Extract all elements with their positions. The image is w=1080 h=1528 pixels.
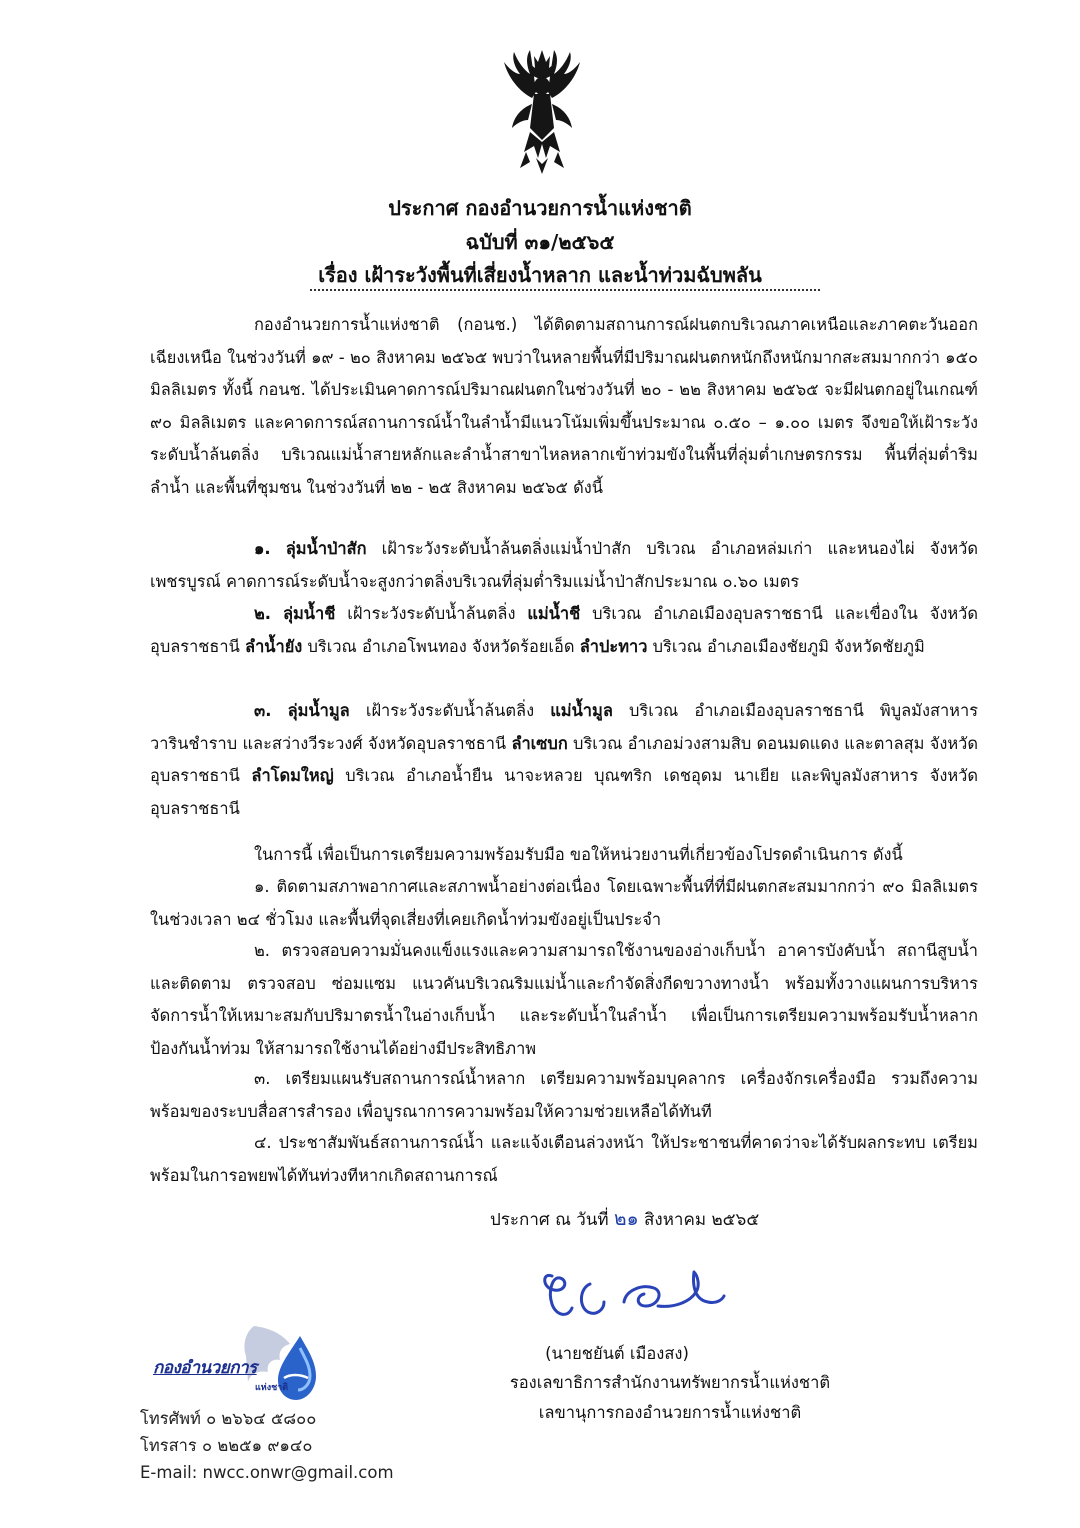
dateline: [490, 1204, 759, 1235]
measure-text: ๑. ติดตามสภาพอากาศและสภาพน้ำอย่างต่อเนื่อง โดยเฉพาะพื้นที่ที่มีฝนตกสะสมมากกว่า ๙๐ มิลลิเมตร ในช่วงเวลา ๒๔ ชั่วโมง และพื้นที่จุดเสี่ยงที่เคยเกิดน้ำท่วมขังอยู่เป็นประจำ: [150, 877, 978, 929]
basin-text: เฝ้าระวังระดับน้ำล้นตลิ่ง: [349, 701, 551, 720]
dateline-day: ๒๑: [614, 1208, 639, 1230]
river-name: แม่น้ำชี: [527, 604, 581, 623]
dateline-suffix: สิงหาคม ๒๕๖๕: [638, 1210, 760, 1230]
contact-email[interactable]: E-mail: nwcc.onwr@gmail.com: [140, 1463, 394, 1482]
logo-text: กองอำนวยการ: [153, 1358, 257, 1378]
measures-intro-text: ในการนี้ เพื่อเป็นการเตรียมความพร้อมรับมือ ขอให้หน่วยงานที่เกี่ยวข้องโปรดดำเนินการ ดังนี้: [254, 845, 903, 864]
basin-item-chi: [150, 598, 978, 663]
measure-text: ๓. เตรียมแผนรับสถานการณ์น้ำหลาก เตรียมความพร้อมบุคลากร เครื่องจักรเครื่องมือ รวมถึงความพร้อมของระบบสื่อสารสำรอง เพื่อบูรณาการความพร้อมให้ความช่วยเหลือได้ทันที: [150, 1069, 978, 1121]
intro-paragraph: [150, 309, 978, 505]
basin-text: บริเวณ อำเภอเมืองชัยภูมิ จังหวัดชัยภูมิ: [647, 636, 925, 656]
measure-item-1: [150, 871, 978, 936]
basin-name: ลุ่มน้ำชี: [282, 604, 336, 623]
measure-item-4: [150, 1127, 978, 1192]
river-name: ลำโดมใหญ่: [251, 766, 334, 786]
river-name: ลำน้ำยัง: [245, 636, 303, 656]
basin-number: ๑.: [254, 539, 271, 558]
basin-name: ลุ่มน้ำป่าสัก: [285, 539, 367, 558]
dotted-divider: [310, 289, 820, 291]
contact-phone: โทรศัพท์ ๐ ๒๖๖๔ ๕๘๐๐: [140, 1409, 317, 1428]
basin-number: ๓.: [254, 701, 272, 720]
garuda-emblem-icon: [496, 48, 588, 176]
issue-number: ฉบับที่ ๓๑/๒๕๖๕: [465, 230, 615, 254]
basin-text: บริเวณ อำเภอม่วงสามสิบ ดอนมดแดง และตาลสุม จังหวัดอุบลราชธานี: [150, 733, 978, 786]
basin-text: บริเวณ อำเภอโพนทอง จังหวัดร้อยเอ็ด: [302, 636, 580, 656]
basin-number: ๒.: [254, 604, 272, 623]
basin-text: เฝ้าระวังระดับน้ำล้นตลิ่งแม่น้ำป่าสัก บริเวณ อำเภอหล่มเก่า และหนองไผ่ จังหวัดเพชรบูรณ์ คาดการณ์ระดับน้ำจะสูงกว่าตลิ่งบริเวณที่ลุ่มต่ำริมแม่น้ำป่าสักประมาณ ๐.๖๐ เมตร: [150, 539, 978, 591]
signer-position-1: รองเลขาธิการสำนักงานทรัพยากรน้ำแห่งชาติ: [509, 1373, 831, 1392]
measure-item-2: [150, 935, 978, 1065]
basin-item-pasak: [150, 533, 978, 598]
river-name: ลำปะทาว: [579, 636, 648, 656]
basin-text: บริเวณ อำเภอน้ำยืน นาจะหลวย บุณฑริก เดชอุดม นาเยีย และพิบูลมังสาหาร จังหวัดอุบลราชธานี: [150, 766, 978, 818]
basin-text: บริเวณ อำเภอเมืองอุบลราชธานี พิบูลมังสาหาร วารินชำราบ และสว่างวีระวงศ์ จังหวัดอุบลราชธานี: [150, 701, 978, 753]
dateline-prefix: ประกาศ ณ วันที่: [490, 1210, 615, 1230]
river-name: ลำเซบก: [511, 733, 568, 753]
basin-text: เฝ้าระวังระดับน้ำล้นตลิ่ง: [335, 604, 528, 623]
contact-fax: โทรสาร ๐ ๒๒๕๑ ๙๑๔๐: [140, 1436, 313, 1455]
logo-subtext: แห่งชาติ: [255, 1383, 289, 1393]
river-name: แม่น้ำมูล: [550, 701, 613, 720]
handwritten-signature: [538, 1262, 728, 1332]
announcement-title: ประกาศ กองอำนวยการน้ำแห่งชาติ: [388, 196, 692, 220]
signer-position-2: เลขานุการกองอำนวยการน้ำแห่งชาติ: [538, 1403, 802, 1422]
measure-text: ๔. ประชาสัมพันธ์สถานการณ์น้ำ และแจ้งเตือนล่วงหน้า ให้ประชาชนที่คาดว่าจะได้รับผลกระทบ เตรียมพร้อมในการอพยพได้ทันท่วงทีหากเกิดสถานการณ์: [150, 1133, 978, 1185]
basin-text: บริเวณ อำเภอเมืองอุบลราชธานี และเขื่องใน จังหวัดอุบลราชธานี: [150, 604, 978, 656]
signer-name: (นายชยันต์ เมืองสง): [545, 1344, 689, 1363]
subject-line: เรื่อง เฝ้าระวังพื้นที่เสี่ยงน้ำหลาก และน้ำท่วมฉับพลัน: [318, 263, 762, 287]
measure-item-3: [150, 1063, 978, 1128]
basin-item-mun: [150, 695, 978, 825]
measures-intro: [150, 839, 978, 872]
basin-name: ลุ่มน้ำมูล: [287, 701, 350, 720]
intro-text: กองอำนวยการน้ำแห่งชาติ (กอนช.) ได้ติดตามสถานการณ์ฝนตกบริเวณภาคเหนือและภาคตะวันออกเฉียงเหนือ ในช่วงวันที่ ๑๙ - ๒๐ สิงหาคม ๒๕๖๕ พบว่าในหลายพื้นที่มีปริมาณฝนตกหนักถึงหนักมากสะสมมากกว่า ๑๕๐ มิลลิเมตร ทั้งนี้ กอนช. ได้ประเมินคาดการณ์ปริมาณฝนตกในช่วงวันที่ ๒๐ - ๒๒ สิงหาคม ๒๕๖๕ จะมีฝนตกอยู่ในเกณฑ์ ๙๐ มิลลิเมตร และคาดการณ์สถานการณ์น้ำในลำน้ำมีแนวโน้มเพิ่มขึ้นประมาณ ๐.๕๐ – ๑.๐๐ เมตร จึงขอให้เฝ้าระวังระดับน้ำล้นตลิ่ง บริเวณแม่น้ำสายหลักและลำน้ำสาขาไหลหลากเข้าท่วมขังในพื้นที่ลุ่มต่ำเกษตรกรรม พื้นที่ลุ่มต่ำริมลำน้ำ และพื้นที่ชุมชน ในช่วงวันที่ ๒๒ - ๒๕ สิงหาคม ๒๕๖๕ ดังนี้: [150, 315, 978, 497]
measure-text: ๒. ตรวจสอบความมั่นคงแข็งแรงและความสามารถใช้งานของอ่างเก็บน้ำ อาคารบังคับน้ำ สถานีสูบน้ำ และติดตาม ตรวจสอบ ซ่อมแซม แนวคันบริเวณริมแม่น้ำและกำจัดสิ่งกีดขวางทางน้ำ พร้อมทั้งวางแผนการบริหารจัดการน้ำให้เหมาะสมกับปริมาตรน้ำในอ่างเก็บน้ำ และระดับน้ำในลำน้ำ เพื่อเป็นการเตรียมความพร้อมรับน้ำหลากป้องกันน้ำท่วม ให้สามารถใช้งานได้อย่างมีประสิทธิภาพ: [150, 941, 978, 1058]
